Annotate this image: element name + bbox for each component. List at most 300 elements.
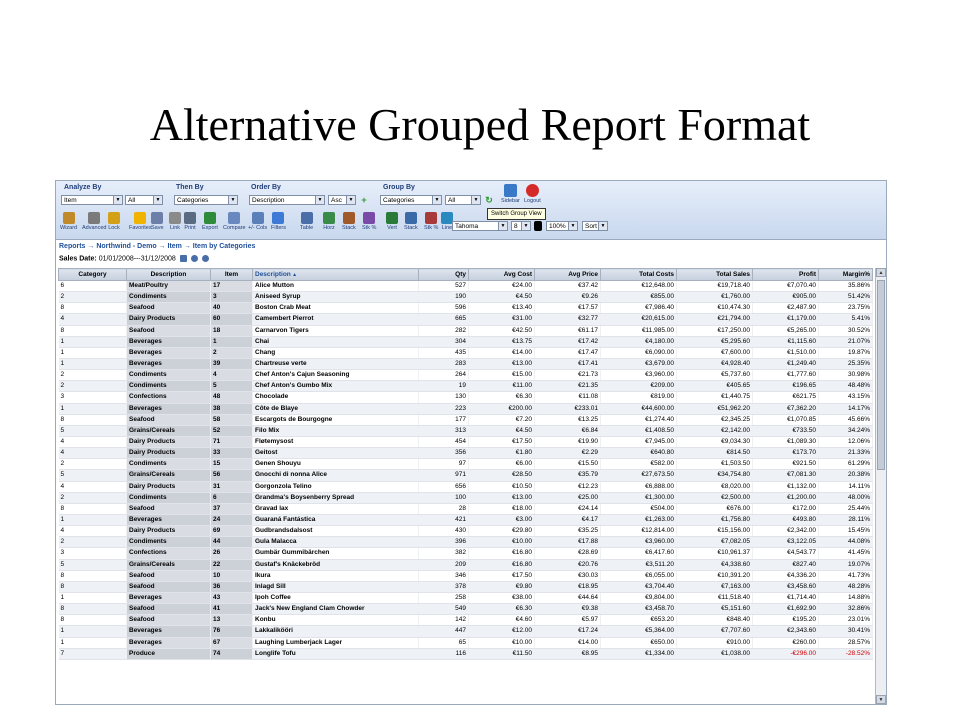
cell-margin: 48.00% — [819, 492, 873, 503]
table-row[interactable] — [59, 370, 873, 381]
cell-total-sales: €848.40 — [677, 615, 753, 626]
table-row[interactable] — [59, 281, 873, 292]
table-row[interactable] — [59, 392, 873, 403]
lock-icon — [108, 212, 120, 224]
cell-total-costs: €27,673.50 — [601, 470, 677, 481]
header-col-category[interactable]: Category — [59, 269, 127, 281]
columns-icon — [252, 212, 264, 224]
cell-total-sales: €11,518.40 — [677, 592, 753, 603]
sales-date-label: Sales Date: — [59, 255, 97, 263]
cell-avg-price: €32.77 — [535, 314, 601, 325]
cell-category-name: Condiments — [127, 381, 211, 392]
group-by-filter-select[interactable]: All ▼ — [445, 195, 481, 205]
table-row[interactable] — [59, 592, 873, 603]
cell-total-costs: €9,804.00 — [601, 592, 677, 603]
cell-profit: €3,458.60 — [753, 581, 819, 592]
cell-item-id: 60 — [211, 314, 253, 325]
cell-profit: €4,543.77 — [753, 548, 819, 559]
cell-total-costs: €1,274.40 — [601, 414, 677, 425]
sidebar-button[interactable] — [501, 184, 520, 204]
cell-total-sales: €4,928.40 — [677, 358, 753, 369]
cell-total-costs: €3,458.70 — [601, 604, 677, 615]
vert-stack-icon — [405, 212, 417, 224]
cell-total-costs: €6,888.00 — [601, 481, 677, 492]
cell-margin: 21.33% — [819, 448, 873, 459]
cell-total-costs: €6,055.00 — [601, 570, 677, 581]
cell-profit: €260.00 — [753, 637, 819, 648]
cell-avg-price: €28.69 — [535, 548, 601, 559]
cell-category-name: Seafood — [127, 325, 211, 336]
cell-category-id: 8 — [59, 303, 127, 314]
cell-profit: €1,179.00 — [753, 314, 819, 325]
toolbar-button-label: Stk % — [424, 225, 439, 231]
cell-category-id: 8 — [59, 581, 127, 592]
cell-item-id: 39 — [211, 358, 253, 369]
cell-margin: 15.45% — [819, 526, 873, 537]
table-row[interactable] — [59, 514, 873, 525]
cell-avg-cost: €4.60 — [469, 615, 535, 626]
cell-total-costs: €650.00 — [601, 637, 677, 648]
cell-margin: 28.57% — [819, 637, 873, 648]
cell-margin: 43.15% — [819, 392, 873, 403]
cell-qty: 65 — [419, 637, 469, 648]
cell-category-id: 7 — [59, 648, 127, 659]
cell-total-sales: €51,962.20 — [677, 403, 753, 414]
cell-margin: 44.08% — [819, 537, 873, 548]
cell-category-id: 1 — [59, 514, 127, 525]
analyze-by-filter-select[interactable]: All ▼ — [125, 195, 163, 205]
cell-total-sales: €5,737.60 — [677, 370, 753, 381]
vertical-scrollbar[interactable] — [875, 268, 886, 704]
table-row[interactable] — [59, 548, 873, 559]
then-by-select[interactable]: Categories ▼ — [174, 195, 238, 205]
report-app-window — [55, 180, 887, 705]
cell-margin: 25.35% — [819, 358, 873, 369]
cell-category-id: 4 — [59, 526, 127, 537]
cell-product-name: Geitost — [253, 448, 419, 459]
table-row[interactable] — [59, 570, 873, 581]
cell-avg-cost: €28.50 — [469, 470, 535, 481]
cell-avg-cost: €24.00 — [469, 281, 535, 292]
cell-avg-price: €37.42 — [535, 281, 601, 292]
cell-item-id: 37 — [211, 503, 253, 514]
switch-group-view-icon[interactable]: ↻ — [485, 195, 493, 205]
table-row[interactable] — [59, 559, 873, 570]
add-order-icon[interactable]: + — [361, 195, 367, 205]
cell-product-name: Grandma's Boysenberry Spread — [253, 492, 419, 503]
table-row[interactable] — [59, 314, 873, 325]
cell-product-name: Guaraná Fantástica — [253, 514, 419, 525]
cell-margin: 48.48% — [819, 381, 873, 392]
cell-total-sales: €2,142.00 — [677, 425, 753, 436]
prev-period-icon[interactable] — [191, 255, 198, 262]
cell-category-id: 8 — [59, 615, 127, 626]
cell-product-name: Chartreuse verte — [253, 358, 419, 369]
table-row[interactable] — [59, 470, 873, 481]
slide-title: Alternative Grouped Report Format — [149, 99, 811, 150]
header-col-total-costs[interactable]: Total Costs — [601, 269, 677, 281]
cell-margin: 19.07% — [819, 559, 873, 570]
sort-select[interactable]: Sort ▼ — [582, 221, 608, 231]
cell-avg-price: €17.57 — [535, 303, 601, 314]
table-row[interactable] — [59, 637, 873, 648]
toolbar-button-link-5[interactable] — [169, 212, 181, 231]
cell-qty: 346 — [419, 570, 469, 581]
cell-profit: €1,070.85 — [753, 414, 819, 425]
cell-margin: 14.88% — [819, 592, 873, 603]
wand-icon — [63, 212, 75, 224]
cell-avg-cost: €12.00 — [469, 626, 535, 637]
table-row[interactable] — [59, 492, 873, 503]
toolbar-button-table-11[interactable] — [300, 212, 313, 231]
cell-avg-cost: €16.80 — [469, 548, 535, 559]
header-col-profit[interactable]: Profit — [753, 269, 819, 281]
toolbar-button-save-4[interactable] — [151, 212, 164, 231]
cell-product-name: Ikura — [253, 570, 419, 581]
cell-category-name: Condiments — [127, 459, 211, 470]
toolbar-button-label: Print — [184, 225, 196, 231]
table-row[interactable] — [59, 448, 873, 459]
cell-margin: 28.11% — [819, 514, 873, 525]
toolbar-button-label: Stack — [342, 225, 356, 231]
cell-avg-price: €17.42 — [535, 336, 601, 347]
cell-category-name: Beverages — [127, 592, 211, 603]
table-row[interactable] — [59, 336, 873, 347]
toolbar-button-horz-12[interactable] — [323, 212, 335, 231]
toolbar-button-stk-14[interactable] — [362, 212, 376, 231]
analyze-by-select[interactable]: Item ▼ — [61, 195, 123, 205]
then-by-label: Then By — [176, 184, 204, 191]
cell-avg-cost: €17.50 — [469, 570, 535, 581]
cell-margin: 34.24% — [819, 425, 873, 436]
cell-qty: 19 — [419, 381, 469, 392]
toolbar-button-stk-17[interactable] — [424, 212, 438, 231]
table-row[interactable] — [59, 325, 873, 336]
cell-total-costs: €819.00 — [601, 392, 677, 403]
cell-item-id: 40 — [211, 303, 253, 314]
table-body — [59, 281, 873, 660]
table-row[interactable] — [59, 425, 873, 436]
calendar-icon[interactable] — [180, 255, 187, 262]
cell-avg-cost: €13.40 — [469, 303, 535, 314]
cell-category-id: 4 — [59, 314, 127, 325]
cell-margin: 25.44% — [819, 503, 873, 514]
table-row[interactable] — [59, 648, 873, 659]
table-row[interactable] — [59, 503, 873, 514]
toolbar-button-label: Vert — [387, 225, 397, 231]
cell-category-id: 2 — [59, 537, 127, 548]
cell-avg-cost: €42.50 — [469, 325, 535, 336]
cell-category-name: Grains/Cereals — [127, 470, 211, 481]
cell-total-sales: €21,794.00 — [677, 314, 753, 325]
header-col-category-description[interactable]: Description — [127, 269, 211, 281]
toolbar-button-stack-16[interactable] — [404, 212, 418, 231]
cell-qty: 656 — [419, 481, 469, 492]
toolbar-button-label: +/- Cols — [248, 225, 268, 231]
header-col-margin[interactable]: Margin% — [819, 269, 873, 281]
table-row[interactable] — [59, 414, 873, 425]
cell-avg-cost: €16.80 — [469, 559, 535, 570]
cell-item-id: 2 — [211, 347, 253, 358]
cell-item-id: 13 — [211, 615, 253, 626]
table-row[interactable] — [59, 459, 873, 470]
toolbar-button-label: Stk % — [362, 225, 377, 231]
cell-avg-cost: €14.00 — [469, 347, 535, 358]
table-row[interactable] — [59, 481, 873, 492]
cell-category-id: 8 — [59, 325, 127, 336]
cell-avg-cost: €38.00 — [469, 592, 535, 603]
table-row[interactable] — [59, 381, 873, 392]
cell-profit: €493.80 — [753, 514, 819, 525]
cell-avg-price: €17.24 — [535, 626, 601, 637]
cell-qty: 396 — [419, 537, 469, 548]
cell-category-id: 1 — [59, 626, 127, 637]
logout-button[interactable] — [524, 184, 541, 204]
cell-profit: €1,200.00 — [753, 492, 819, 503]
table-row[interactable] — [59, 604, 873, 615]
table-row[interactable] — [59, 615, 873, 626]
cell-total-sales: €676.00 — [677, 503, 753, 514]
cell-margin: 41.45% — [819, 548, 873, 559]
cell-category-id: 1 — [59, 347, 127, 358]
cell-total-sales: €4,338.60 — [677, 559, 753, 570]
font-name-select[interactable]: Tahoma ▼ — [452, 221, 508, 231]
cell-profit: €1,249.40 — [753, 358, 819, 369]
cell-profit: €1,510.00 — [753, 347, 819, 358]
cell-category-id: 8 — [59, 414, 127, 425]
cell-total-sales: €19,718.40 — [677, 281, 753, 292]
cell-profit: €7,070.40 — [753, 281, 819, 292]
cell-category-name: Beverages — [127, 336, 211, 347]
cell-avg-price: €9.38 — [535, 604, 601, 615]
cell-total-costs: €1,334.00 — [601, 648, 677, 659]
cell-qty: 130 — [419, 392, 469, 403]
cell-total-costs: €1,300.00 — [601, 492, 677, 503]
cell-category-name: Produce — [127, 648, 211, 659]
cell-margin: 32.86% — [819, 604, 873, 615]
cell-qty: 177 — [419, 414, 469, 425]
cell-avg-price: €30.03 — [535, 570, 601, 581]
chevron-down-icon: ▼ — [346, 196, 355, 204]
sidebar-label: Sidebar — [501, 198, 520, 204]
cell-qty: 454 — [419, 436, 469, 447]
toolbar-button-label: Favorites — [129, 225, 152, 231]
cell-total-costs: €582.00 — [601, 459, 677, 470]
header-col-item-description[interactable]: Description ▲ — [253, 269, 419, 281]
cell-total-sales: €5,295.60 — [677, 336, 753, 347]
font-color-icon[interactable] — [534, 221, 542, 231]
cell-total-costs: €3,704.40 — [601, 581, 677, 592]
cell-category-id: 3 — [59, 392, 127, 403]
vert-bar-icon — [386, 212, 398, 224]
cell-item-id: 44 — [211, 537, 253, 548]
cell-category-id: 1 — [59, 336, 127, 347]
order-by-select[interactable]: Description ▼ — [249, 195, 325, 205]
breadcrumb[interactable]: Reports → Northwind - Demo → Item → Item by Categories — [59, 243, 256, 250]
toolbar-button-label: Lock — [108, 225, 120, 231]
cell-product-name: Boston Crab Meat — [253, 303, 419, 314]
header-col-item[interactable]: Item — [211, 269, 253, 281]
cell-avg-price: €20.76 — [535, 559, 601, 570]
cell-item-id: 1 — [211, 336, 253, 347]
cell-avg-price: €24.14 — [535, 503, 601, 514]
cell-avg-price: €8.95 — [535, 648, 601, 659]
cell-total-sales: €2,345.25 — [677, 414, 753, 425]
toolbar-button-favorites-3[interactable] — [129, 212, 152, 231]
cell-profit: €196.65 — [753, 381, 819, 392]
cell-profit: €1,115.60 — [753, 336, 819, 347]
cell-profit: -€296.00 — [753, 648, 819, 659]
cell-qty: 356 — [419, 448, 469, 459]
cell-total-sales: €1,503.50 — [677, 459, 753, 470]
table-row[interactable] — [59, 403, 873, 414]
header-col-qty[interactable]: Qty — [419, 269, 469, 281]
table-row[interactable] — [59, 581, 873, 592]
cell-product-name: Côte de Blaye — [253, 403, 419, 414]
cell-avg-price: €17.41 — [535, 358, 601, 369]
cell-total-costs: €5,364.00 — [601, 626, 677, 637]
cell-margin: 51.42% — [819, 292, 873, 303]
cell-category-id: 2 — [59, 292, 127, 303]
cell-qty: 28 — [419, 503, 469, 514]
scroll-up-icon[interactable]: ▲ — [876, 268, 886, 277]
cell-product-name: Fløtemysost — [253, 436, 419, 447]
chevron-down-icon: ▼ — [113, 196, 122, 204]
cell-category-id: 8 — [59, 604, 127, 615]
scroll-thumb[interactable] — [877, 280, 885, 470]
cell-avg-price: €4.17 — [535, 514, 601, 525]
group-by-select[interactable]: Categories ▼ — [380, 195, 442, 205]
cell-total-sales: €1,440.75 — [677, 392, 753, 403]
cell-qty: 447 — [419, 626, 469, 637]
cell-item-id: 22 — [211, 559, 253, 570]
cell-category-id: 1 — [59, 637, 127, 648]
cell-product-name: Chocolade — [253, 392, 419, 403]
toolbar-button-compare-8[interactable] — [223, 212, 246, 231]
toolbar-button-advanced-1[interactable] — [82, 212, 106, 231]
cell-product-name: Chef Anton's Cajun Seasoning — [253, 370, 419, 381]
table-row[interactable] — [59, 292, 873, 303]
cell-total-costs: €653.20 — [601, 615, 677, 626]
toolbar — [56, 181, 886, 240]
cell-product-name: Jack's New England Clam Chowder — [253, 604, 419, 615]
cell-qty: 527 — [419, 281, 469, 292]
toolbar-button-vert-15[interactable] — [386, 212, 398, 231]
cell-product-name: Chai — [253, 336, 419, 347]
star-icon — [134, 212, 146, 224]
cell-margin: 19.87% — [819, 347, 873, 358]
cell-product-name: Genen Shouyu — [253, 459, 419, 470]
vert-pct-icon — [425, 212, 437, 224]
cell-avg-cost: €6.30 — [469, 392, 535, 403]
table-row[interactable] — [59, 537, 873, 548]
logout-icon — [526, 184, 539, 197]
cell-total-sales: €7,707.60 — [677, 626, 753, 637]
cell-avg-cost: €4.50 — [469, 292, 535, 303]
toolbar-button-filters-10[interactable] — [271, 212, 286, 231]
scroll-down-icon[interactable]: ▼ — [876, 695, 886, 704]
cell-avg-cost: €18.00 — [469, 503, 535, 514]
sales-date-range: 01/01/2008---31/12/2008 — [98, 255, 176, 263]
cell-category-id: 8 — [59, 570, 127, 581]
cell-avg-cost: €13.00 — [469, 358, 535, 369]
header-col-avg-price[interactable]: Avg Price — [535, 269, 601, 281]
cell-item-id: 52 — [211, 425, 253, 436]
cell-total-sales: €9,034.30 — [677, 436, 753, 447]
printer-icon — [184, 212, 196, 224]
cell-item-id: 41 — [211, 604, 253, 615]
toolbar-button-print-6[interactable] — [184, 212, 196, 231]
cell-profit: €195.20 — [753, 615, 819, 626]
cell-product-name: Chang — [253, 347, 419, 358]
cell-product-name: Filo Mix — [253, 425, 419, 436]
zoom-select[interactable]: 100% ▼ — [546, 221, 578, 231]
cell-qty: 142 — [419, 615, 469, 626]
next-period-icon[interactable] — [202, 255, 209, 262]
cell-profit: €172.00 — [753, 503, 819, 514]
toolbar-button-wizard-0[interactable] — [60, 212, 77, 231]
order-direction-select[interactable]: Asc ▼ — [328, 195, 356, 205]
cell-avg-price: €9.26 — [535, 292, 601, 303]
cell-category-id: 4 — [59, 481, 127, 492]
cell-total-costs: €4,180.00 — [601, 336, 677, 347]
cell-profit: €7,362.20 — [753, 403, 819, 414]
toolbar-button-export-7[interactable] — [202, 212, 218, 231]
toolbar-button-lock-2[interactable] — [108, 212, 120, 231]
cell-total-sales: €17,250.00 — [677, 325, 753, 336]
cell-total-costs: €12,814.00 — [601, 526, 677, 537]
table-row[interactable] — [59, 526, 873, 537]
toolbar-button-cols-9[interactable] — [248, 212, 267, 231]
cell-margin: 23.75% — [819, 303, 873, 314]
chevron-down-icon: ▼ — [228, 196, 237, 204]
cell-total-sales: €10,474.30 — [677, 303, 753, 314]
cell-avg-price: €6.84 — [535, 425, 601, 436]
sort-ascending-icon: ▲ — [290, 272, 298, 278]
cell-profit: €921.50 — [753, 459, 819, 470]
toolbar-button-label: Export — [202, 225, 218, 231]
toolbar-button-label: Compare — [223, 225, 246, 231]
toolbar-button-label: Line — [441, 225, 453, 231]
table-row[interactable] — [59, 436, 873, 447]
cell-qty: 97 — [419, 459, 469, 470]
cell-item-id: 31 — [211, 481, 253, 492]
cell-item-id: 18 — [211, 325, 253, 336]
cell-margin: 61.29% — [819, 459, 873, 470]
toolbar-button-label: Wizard — [60, 225, 78, 231]
cell-product-name: Laughing Lumberjack Lager — [253, 637, 419, 648]
cell-total-sales: €1,760.00 — [677, 292, 753, 303]
cell-avg-cost: €3.00 — [469, 514, 535, 525]
cell-avg-price: €15.50 — [535, 459, 601, 470]
header-col-total-sales[interactable]: Total Sales — [677, 269, 753, 281]
table-row[interactable] — [59, 358, 873, 369]
toolbar-button-stack-13[interactable] — [342, 212, 356, 231]
cell-total-sales: €2,500.00 — [677, 492, 753, 503]
cell-profit: €1,714.40 — [753, 592, 819, 603]
cell-qty: 100 — [419, 492, 469, 503]
cell-total-costs: €7,945.00 — [601, 436, 677, 447]
table-row[interactable] — [59, 626, 873, 637]
cell-avg-cost: €15.00 — [469, 370, 535, 381]
cell-category-id: 5 — [59, 559, 127, 570]
table-row[interactable] — [59, 303, 873, 314]
cell-item-id: 17 — [211, 281, 253, 292]
table-row[interactable] — [59, 347, 873, 358]
cell-avg-cost: €10.50 — [469, 481, 535, 492]
header-col-avg-cost[interactable]: Avg Cost — [469, 269, 535, 281]
font-size-select[interactable]: 8 ▼ — [511, 221, 531, 231]
